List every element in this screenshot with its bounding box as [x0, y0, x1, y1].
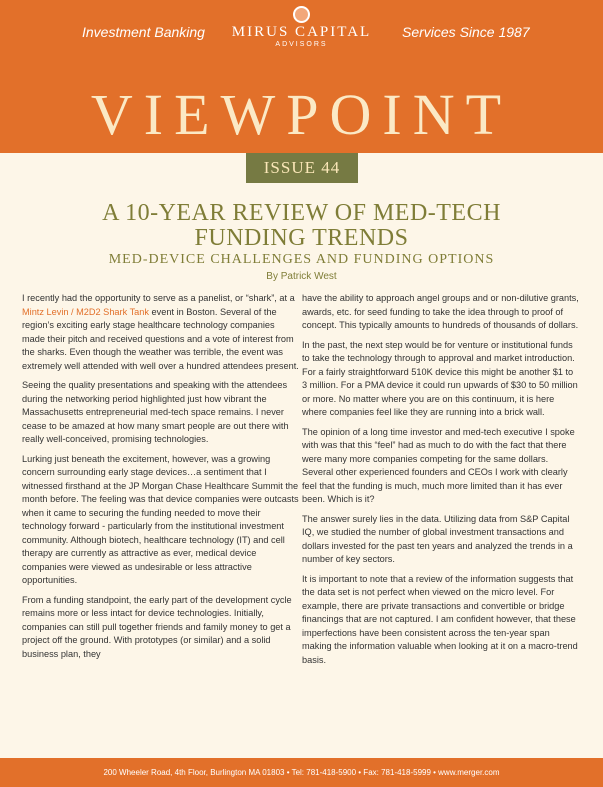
logo-name: MIRUS CAPITAL	[231, 24, 372, 40]
article-title-line1: A 10-YEAR REVIEW OF MED-TECH	[102, 200, 501, 226]
article-subtitle: MED-DEVICE CHALLENGES AND FUNDING OPTIONS	[108, 252, 495, 267]
banner-title: VIEWPOINT	[90, 82, 513, 147]
orange-circle-logo-icon	[293, 6, 310, 23]
issue-badge: ISSUE 44	[246, 153, 358, 183]
left-column	[22, 292, 299, 667]
paragraph: The opinion of a long time investor and med-tech executive I spoke with was that this “feel” had as much to do with the fact that there were many more companies competing for the same dollars. Several other experienced founders and CEOs I work with clearly feel that the funding is much, much more limited than it has ever been. Which is it?	[302, 426, 575, 504]
article-author: By Patrick West	[266, 271, 337, 282]
paragraph: I recently had the opportunity to serve as a panelist, or “shark”, at a Mintz Levin / M2D2 Shark Tank event in Boston. Several of the region’s exciting early stage healthcare technology companies made their pitch and received questions and a vote of interest from the sharks. Even though the weather was terrible, the event was extremely well attended with well over a hundred attendees present.	[22, 293, 299, 371]
paragraph: Seeing the quality presentations and speaking with the attendees during the networking period highlighted just how vibrant the Massachusetts entrepreneurial med-tech space remains. I never cease to be amazed at how many smart people are out there with really well-conceived, promising technologies.	[22, 380, 289, 444]
shark-tank-link[interactable]: Mintz Levin / M2D2 Shark Tank	[22, 306, 149, 317]
header-left-tagline: Investment Banking	[82, 24, 205, 40]
paragraph: have the ability to approach angel groups and or non-dilutive grants, awards, etc. for seed funding to take the idea through to proof of concept. This typically amounts to hundreds of thousands of dollars.	[302, 293, 579, 330]
logo-subtitle: ADVISORS	[275, 41, 328, 48]
header-right-tagline: Services Since 1987	[402, 24, 530, 40]
right-column	[302, 292, 579, 673]
paragraph: In the past, the next step would be for venture or institutional funds to take the technology through to approval and market introduction. For a fairly straightforward 510K device this might be another $1 to 3 million. For a PMA device it could run upwards of $30 to 50 million or more. No matter where you are on this continuum, it is here where companies feel like they are running into a brick wall.	[302, 339, 578, 417]
paragraph: From a funding standpoint, the early part of the development cycle remains more or less intact for device technologies. Initially, companies can still pull together friends and family money to get a project off the ground. With prototypes (or similar) and a solid business plan, they	[22, 594, 292, 659]
paragraph: It is important to note that a review of the information suggests that the data set is not perfect when viewed on the micro level. For example, there are private transactions and convertible or bridge financings that are not captured. I am confident however, that these imperfections have been consistent across the ten-year span making the information valuable when looking at it on a macro-trend basis.	[302, 573, 578, 665]
article-title	[20, 201, 583, 251]
paragraph: Lurking just beneath the excitement, however, was a growing concern surrounding early stage devices…a sentiment that I witnessed firsthand at the JP Morgan Chase Healthcare Summit the month before. The feeling was that device companies were outcasts when it came to securing the funding needed to move their technology forward - particularly from the institutional investment community. Although biotech, healthcare technology (IT) and cell therapy are currently as attractive as ever, medical device companies were viewed as undesirable or less attractive opportunities.	[22, 453, 299, 585]
footer-contact: 200 Wheeler Road, 4th Floor, Burlington MA 01803 • Tel: 781-418-5900 • Fax: 781-418-5999 • www.merger.com	[0, 758, 603, 787]
article-title-line2: FUNDING TRENDS	[194, 225, 409, 251]
paragraph: The answer surely lies in the data. Utilizing data from S&P Capital IQ, we studied the number of global investment transactions and dollars invested for the past ten years and analyzed the trends in a number of key sectors.	[302, 513, 573, 564]
